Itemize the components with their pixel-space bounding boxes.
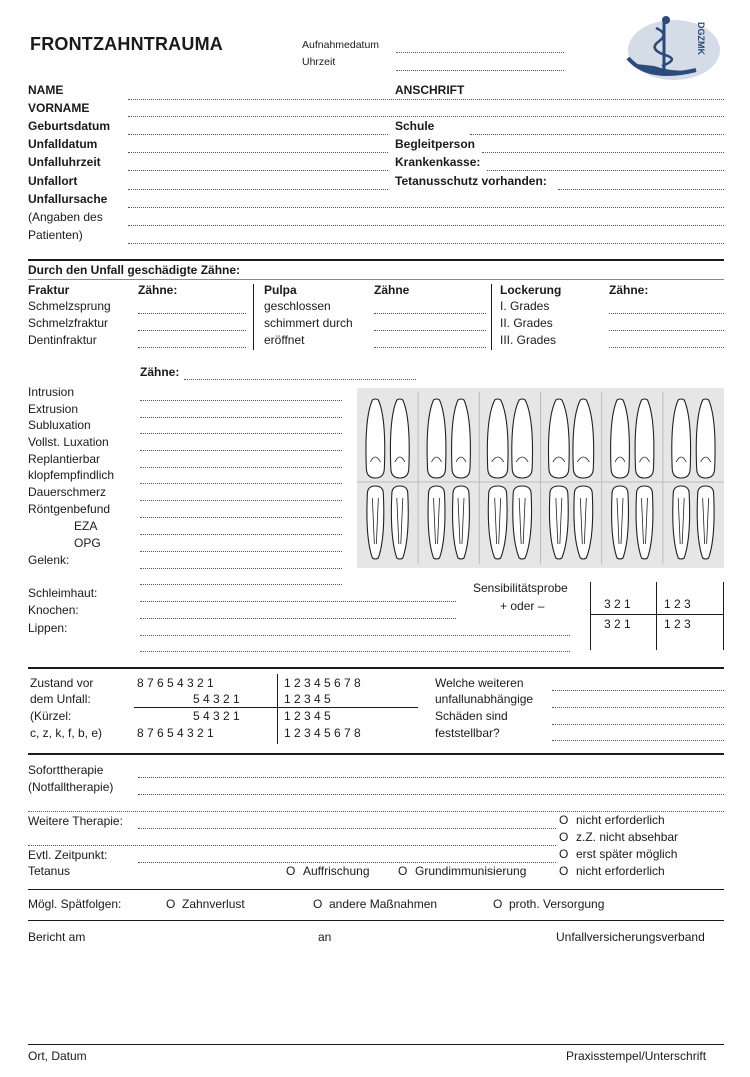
accident-time-label: Unfalluhrzeit: [28, 155, 101, 169]
school-field[interactable]: [470, 134, 724, 135]
other-damage-field[interactable]: [552, 707, 724, 708]
finding-item: Vollst. Luxation: [28, 435, 109, 449]
finding-item: Dauerschmerz: [28, 485, 107, 499]
loosening-title: Lockerung: [500, 283, 562, 297]
loosening-teeth-label: Zähne:: [609, 283, 649, 297]
lower-tooth: [612, 486, 629, 559]
lower-tooth: [513, 486, 532, 559]
tooth-chart[interactable]: [357, 388, 724, 568]
companion-label: Begleitperson: [395, 137, 476, 151]
finding-field[interactable]: [140, 483, 342, 484]
condition-label-2: dem Unfall:: [30, 692, 91, 706]
pulp-item: eröffnet: [264, 333, 305, 347]
lower-tooth: [453, 486, 470, 559]
upper-tooth: [366, 399, 385, 478]
pulp-teeth-label: Zähne: [374, 283, 410, 297]
question-2: unfallunabhängige: [435, 692, 534, 706]
prosthetic-label: proth. Versorgung: [509, 897, 605, 911]
teeth-cross-horizontal: [134, 707, 418, 708]
tetanus-protection-field[interactable]: [558, 189, 724, 190]
condition-label-3: (Kürzel:: [30, 709, 72, 723]
lower-tooth: [574, 486, 593, 559]
stamp-signature-label: Praxisstempel/Unterschrift: [566, 1049, 707, 1063]
finding-field[interactable]: [140, 517, 342, 518]
upper-tooth: [672, 399, 691, 478]
accident-cause-field[interactable]: [128, 207, 724, 208]
finding-field[interactable]: [140, 450, 342, 451]
birth-date-label: Geburtsdatum: [28, 119, 111, 133]
eventual-time-label: Evtl. Zeitpunkt:: [28, 848, 108, 862]
damaged-heading: Durch den Unfall geschädigte Zähne:: [28, 263, 241, 277]
pulp-item: geschlossen: [264, 299, 331, 313]
loosening-item: III. Grades: [500, 333, 557, 347]
teeth-row-upper-permanent-left: 8 7 6 5 4 3 2 1: [137, 676, 214, 690]
time-label: Uhrzeit: [302, 56, 336, 68]
finding-item: Röntgenbefund: [28, 502, 111, 516]
sensibility-title: Sensibilitätsprobe: [473, 581, 568, 595]
accident-cause-field-2[interactable]: [128, 225, 724, 226]
tooth-loss-label: Zahnverlust: [182, 897, 245, 911]
tetanus-not-required-label: nicht erforderlich: [576, 864, 665, 878]
accident-date-label: Unfalldatum: [28, 137, 98, 151]
findings-teeth-label: Zähne:: [140, 365, 180, 379]
teeth-row-lower-deciduous-right: 1 2 3 4 5: [284, 709, 331, 723]
fracture-field[interactable]: [138, 330, 246, 331]
sensibility-lower-left: 3 2 1: [604, 617, 631, 631]
immediate-therapy-label-2: (Notfalltherapie): [28, 780, 114, 794]
radio-not-required[interactable]: O: [559, 813, 569, 827]
radio-tooth-loss[interactable]: O: [166, 897, 176, 911]
upper-tooth: [548, 399, 569, 478]
form-title: FRONTZAHNTRAUMA: [30, 34, 223, 54]
later-label: erst später möglich: [576, 847, 678, 861]
time-field[interactable]: [396, 70, 564, 71]
immediate-therapy-field-2[interactable]: [138, 794, 724, 795]
report-to-label: an: [318, 930, 332, 944]
address-label: ANSCHRIFT: [395, 83, 465, 97]
section-divider: [28, 667, 724, 669]
question-3: Schäden sind: [435, 709, 508, 723]
sensibility-grid-midline: [590, 614, 724, 615]
fracture-field[interactable]: [138, 347, 246, 348]
tetanus-label: Tetanus: [28, 864, 71, 878]
teeth-cross-vertical: [277, 674, 278, 744]
place-date-label: Ort, Datum: [28, 1049, 87, 1063]
fracture-item: Schmelzsprung: [28, 299, 111, 313]
further-therapy-label: Weitere Therapie:: [28, 814, 123, 828]
radio-not-foreseeable[interactable]: O: [559, 830, 569, 844]
finding-item: Replantierbar: [28, 452, 101, 466]
companion-field[interactable]: [482, 152, 724, 153]
lower-tooth: [549, 486, 568, 559]
finding-item: Subluxation: [28, 418, 91, 432]
name-label: NAME: [28, 83, 64, 97]
immediate-therapy-label-1: Soforttherapie: [28, 763, 104, 777]
accident-date-field[interactable]: [128, 152, 388, 153]
column-divider: [253, 284, 254, 350]
mucosa-label: Schleimhaut:: [28, 586, 98, 600]
sensibility-grid-divider: [656, 582, 657, 650]
sensibility-sub: + oder –: [500, 599, 545, 613]
not-foreseeable-label: z.Z. nicht absehbar: [576, 830, 679, 844]
damaged-underline: [28, 279, 724, 280]
immediate-therapy-field[interactable]: [138, 777, 724, 778]
pulp-item: schimmert durch: [264, 316, 353, 330]
insurance-label: Krankenkasse:: [395, 155, 481, 169]
birth-date-field[interactable]: [128, 134, 388, 135]
upper-tooth: [573, 399, 594, 478]
teeth-row-upper-permanent-right: 1 2 3 4 5 6 7 8: [284, 676, 361, 690]
radio-other-measures[interactable]: O: [313, 897, 323, 911]
first-name-field[interactable]: [128, 116, 724, 117]
pulp-field[interactable]: [374, 330, 486, 331]
pulp-field[interactable]: [374, 313, 486, 314]
further-therapy-field-2[interactable]: [28, 845, 556, 846]
accident-cause-field-3[interactable]: [128, 243, 724, 244]
question-1: Welche weiteren: [435, 676, 524, 690]
other-damage-field[interactable]: [552, 724, 724, 725]
lower-tooth: [428, 486, 445, 559]
fracture-field[interactable]: [138, 313, 246, 314]
insurance-association: Unfallversicherungsverband: [556, 930, 705, 944]
first-name-label: VORNAME: [28, 101, 90, 115]
bone-label: Knochen:: [28, 603, 79, 617]
upper-tooth: [696, 399, 715, 478]
joint-label: Gelenk:: [28, 553, 70, 567]
booster-label: Auffrischung: [303, 864, 370, 878]
finding-item: Intrusion: [28, 385, 75, 399]
finding-field[interactable]: [140, 534, 342, 535]
pulp-field[interactable]: [374, 347, 486, 348]
radio-tetanus-not-required[interactable]: O: [559, 864, 569, 878]
loosening-item: I. Grades: [500, 299, 550, 313]
fracture-title: Fraktur: [28, 283, 70, 297]
accident-place-field[interactable]: [128, 189, 388, 190]
bone-field[interactable]: [140, 618, 456, 619]
upper-tooth: [452, 399, 471, 478]
lower-tooth: [367, 486, 384, 559]
sensibility-upper-left: 3 2 1: [604, 597, 631, 611]
finding-field[interactable]: [140, 467, 342, 468]
accident-time-field[interactable]: [128, 170, 388, 171]
lower-tooth: [488, 486, 507, 559]
therapy-field-3[interactable]: [28, 811, 724, 812]
radio-booster[interactable]: O: [286, 864, 296, 878]
finding-field[interactable]: [140, 500, 342, 501]
teeth-row-upper-deciduous-right: 1 2 3 4 5: [284, 692, 331, 706]
finding-field[interactable]: [140, 433, 342, 434]
finding-field[interactable]: [140, 417, 342, 418]
section-divider: [28, 259, 724, 261]
radio-basic-immunization[interactable]: O: [398, 864, 408, 878]
other-measures-label: andere Maßnahmen: [329, 897, 438, 911]
teeth-row-lower-permanent-right: 1 2 3 4 5 6 7 8: [284, 726, 361, 740]
loosening-field[interactable]: [609, 330, 724, 331]
name-field[interactable]: [128, 99, 724, 100]
lower-tooth: [673, 486, 690, 559]
finding-field[interactable]: [140, 551, 342, 552]
condition-label-1: Zustand vor: [30, 676, 94, 690]
lower-tooth: [391, 486, 408, 559]
tetanus-protection-label: Tetanusschutz vorhanden:: [395, 174, 547, 188]
insurance-field[interactable]: [487, 170, 724, 171]
lower-tooth: [697, 486, 714, 559]
logo-text: DGZMK: [696, 22, 706, 55]
lips-field-2[interactable]: [140, 651, 570, 652]
dgzmk-logo: [618, 12, 722, 82]
fracture-teeth-label: Zähne:: [138, 283, 178, 297]
column-divider: [491, 284, 492, 350]
other-damage-field[interactable]: [552, 740, 724, 741]
patient-info-label-1: (Angaben des: [28, 210, 103, 224]
finding-item: klopfempfindlich: [28, 468, 115, 482]
signature-line[interactable]: [28, 1044, 724, 1045]
patient-info-label-2: Patienten): [28, 228, 83, 242]
upper-tooth: [635, 399, 654, 478]
late-consequences-label: Mögl. Spätfolgen:: [28, 897, 122, 911]
finding-field[interactable]: [140, 400, 342, 401]
admission-date-label: Aufnahmedatum: [302, 39, 380, 51]
lower-tooth: [636, 486, 653, 559]
findings-teeth-field[interactable]: [184, 379, 416, 380]
section-divider: [28, 920, 724, 921]
question-4: feststellbar?: [435, 726, 500, 740]
teeth-row-lower-permanent-left: 8 7 6 5 4 3 2 1: [137, 726, 214, 740]
radio-prosthetic[interactable]: O: [493, 897, 503, 911]
upper-tooth: [611, 399, 630, 478]
opg-label: OPG: [74, 536, 101, 550]
sensibility-grid[interactable]: [590, 582, 724, 650]
report-on-label: Bericht am: [28, 930, 86, 944]
upper-tooth: [487, 399, 508, 478]
not-required-label: nicht erforderlich: [576, 813, 665, 827]
condition-label-4: c, z, k, f, b, e): [30, 726, 103, 740]
accident-cause-label: Unfallursache: [28, 192, 108, 206]
admission-date-field[interactable]: [396, 52, 564, 53]
accident-place-label: Unfallort: [28, 174, 78, 188]
finding-field[interactable]: [140, 568, 342, 569]
teeth-row-lower-deciduous-left: 5 4 3 2 1: [193, 709, 240, 723]
lips-label: Lippen:: [28, 621, 68, 635]
fracture-item: Dentinfraktur: [28, 333, 97, 347]
sensibility-upper-right: 1 2 3: [664, 597, 691, 611]
sensibility-lower-right: 1 2 3: [664, 617, 691, 631]
fracture-item: Schmelzfraktur: [28, 316, 109, 330]
pulp-title: Pulpa: [264, 283, 297, 297]
mucosa-field[interactable]: [140, 601, 456, 602]
soft-tissue-field[interactable]: [140, 584, 342, 585]
upper-tooth: [427, 399, 446, 478]
eventual-time-field[interactable]: [138, 862, 556, 863]
loosening-field[interactable]: [609, 347, 724, 348]
finding-item: Extrusion: [28, 402, 79, 416]
basic-immunization-label: Grundimmunisierung: [415, 864, 527, 878]
section-divider: [28, 889, 724, 890]
lips-field[interactable]: [140, 635, 570, 636]
loosening-field[interactable]: [609, 313, 724, 314]
school-label: Schule: [395, 119, 435, 133]
radio-later[interactable]: O: [559, 847, 569, 861]
eza-label: EZA: [74, 519, 98, 533]
loosening-item: II. Grades: [500, 316, 553, 330]
other-damage-field[interactable]: [552, 690, 724, 691]
teeth-row-upper-deciduous-left: 5 4 3 2 1: [193, 692, 240, 706]
section-divider: [28, 753, 724, 755]
upper-tooth: [512, 399, 533, 478]
further-therapy-field[interactable]: [138, 828, 556, 829]
upper-tooth: [390, 399, 409, 478]
